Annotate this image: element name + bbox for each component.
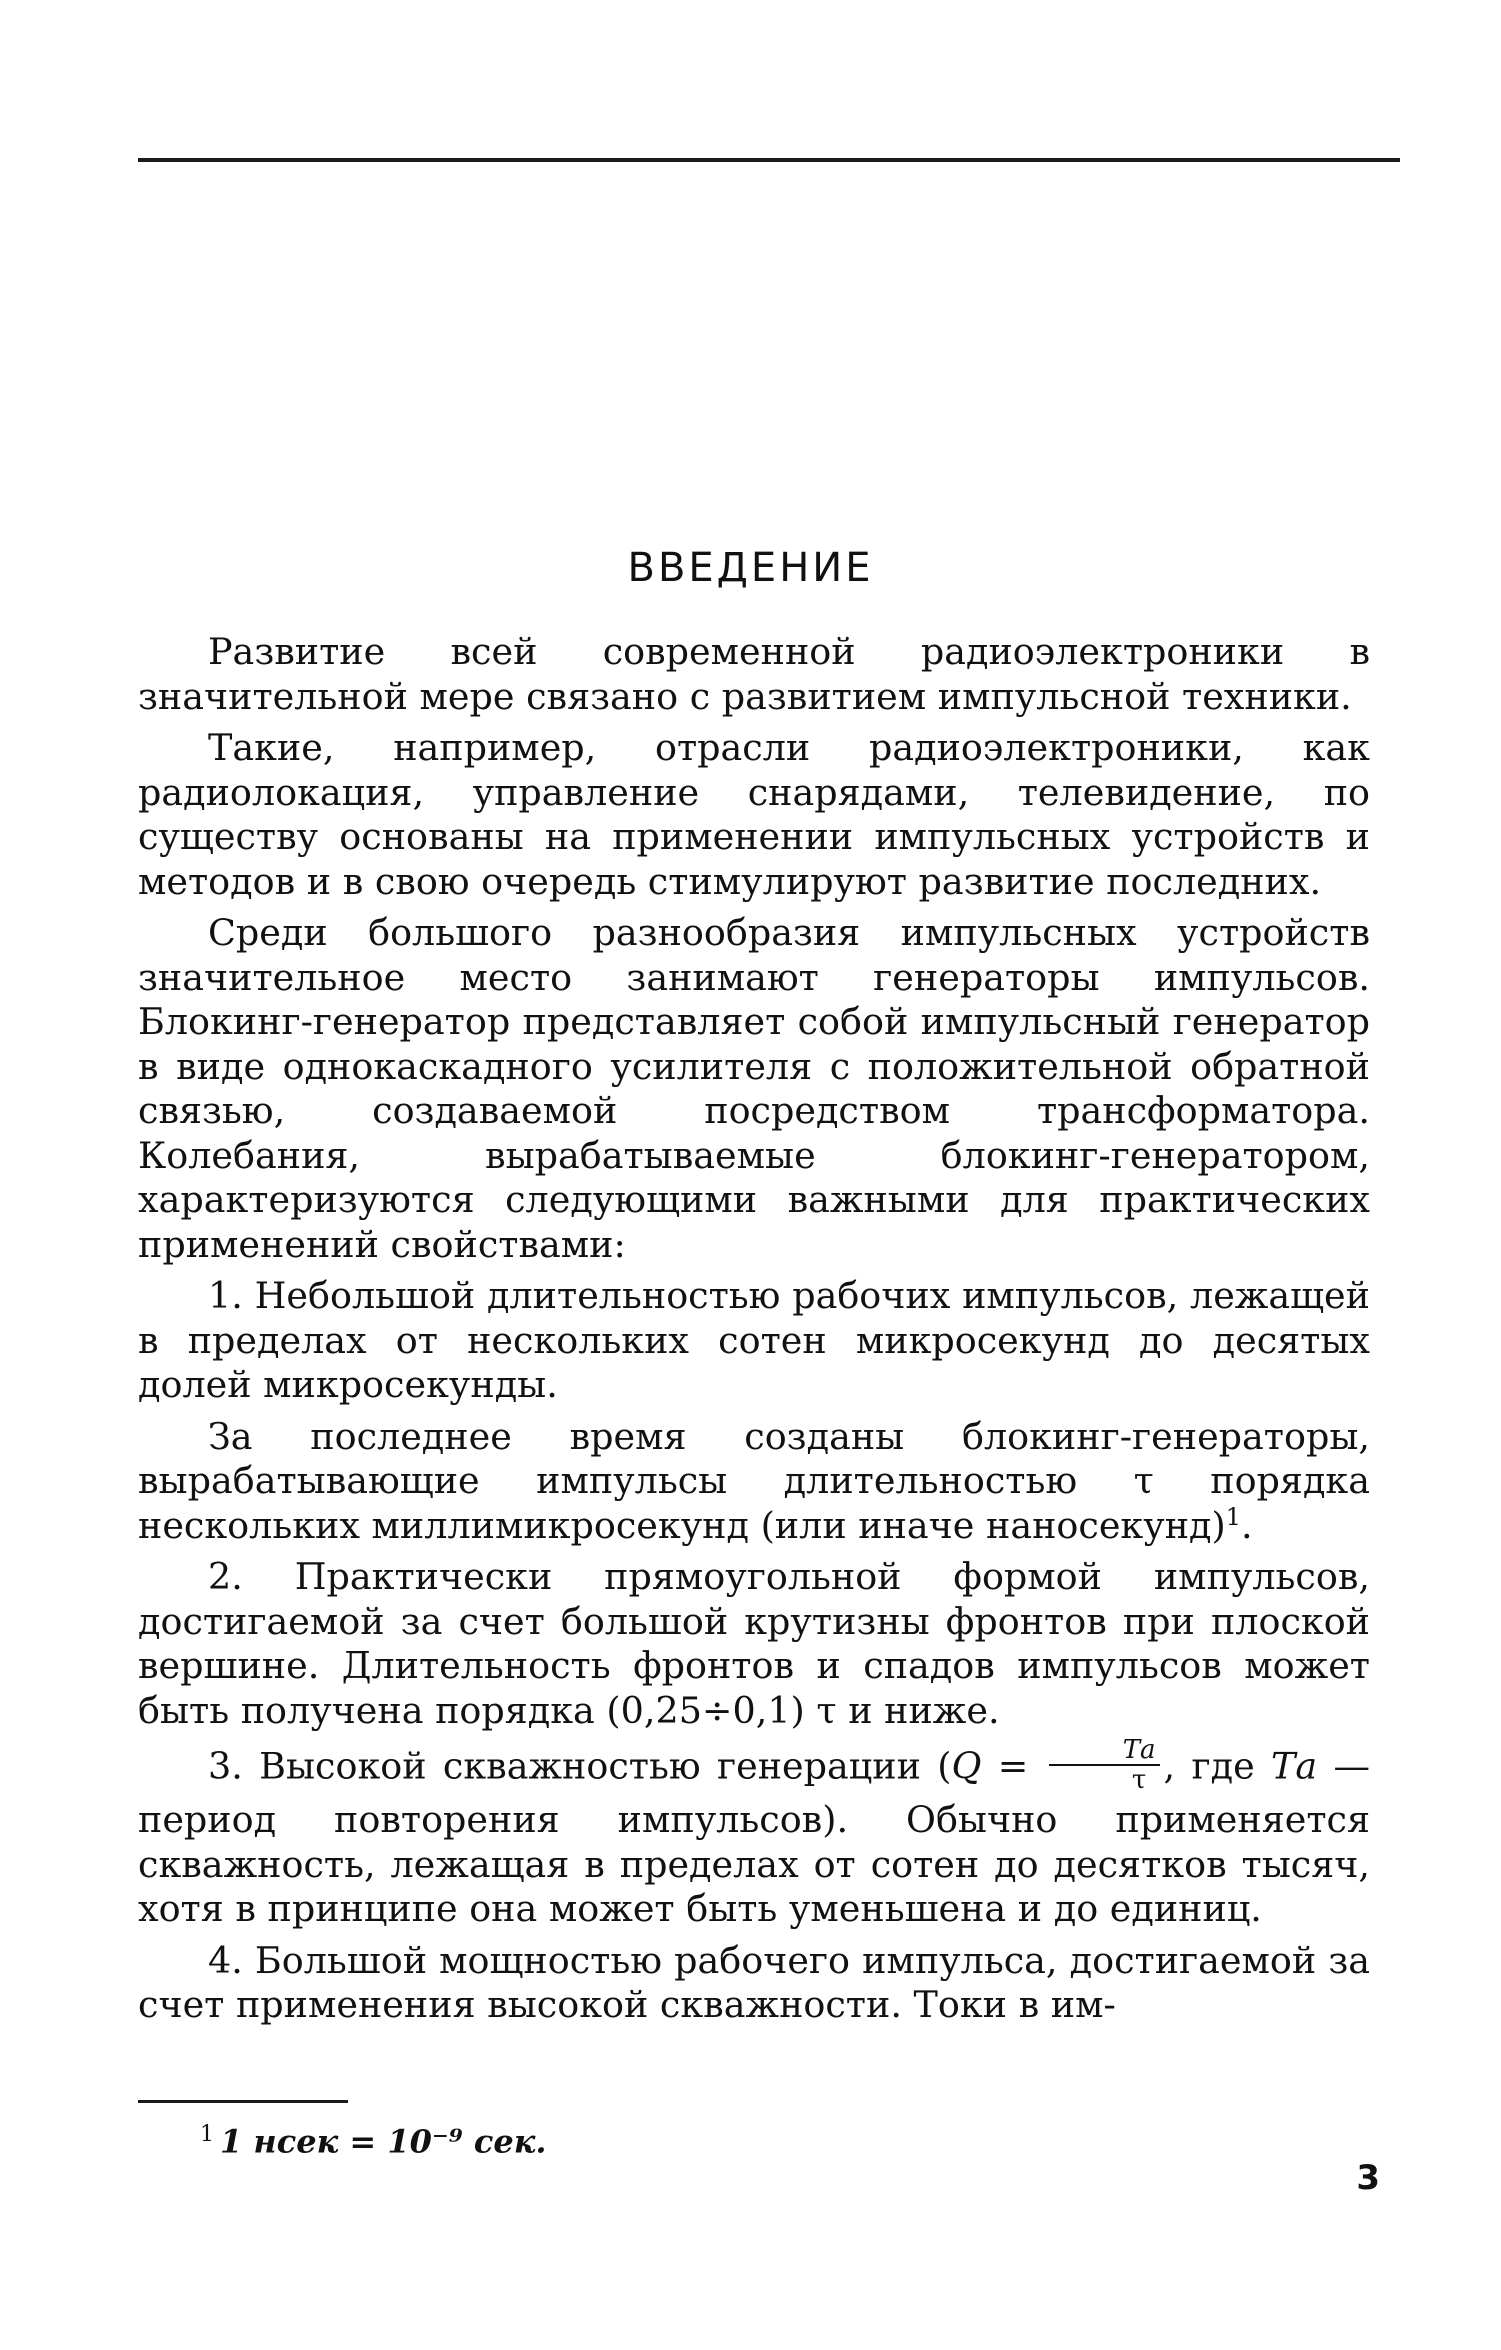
list-item-4: 4. Большой мощностью рабочего импульса, достигаемой за счет применения высокой скважности. Токи в им-: [138, 1938, 1370, 2026]
top-rule: [138, 158, 1400, 162]
list-item-3-start: 3. Высокой скважностью генерации (: [208, 1744, 952, 1788]
list-item-3: [138, 1735, 1370, 1932]
paragraph-nanoseconds-text: За последнее время созданы блокинг-генераторы, вырабатывающие импульсы длительностью τ порядка нескольких миллимикросекунд (или иначе наносекунд): [138, 1414, 1370, 1547]
fraction-denominator: τ: [1131, 1765, 1147, 1795]
footnote-text: 1 нсек = 10⁻⁹ сек.: [220, 2122, 547, 2161]
page-number: 3: [1356, 2158, 1380, 2198]
footnote-rule: [138, 2100, 348, 2103]
paragraph-nanoseconds: [138, 1415, 1370, 1549]
page-title: ВВЕДЕНИЕ: [627, 545, 874, 591]
footnote-marker: 1: [200, 2122, 214, 2147]
body-text: [138, 630, 1370, 2035]
formula-equals: =: [981, 1744, 1045, 1788]
paragraph-branches: Такие, например, отрасли радиоэлектроники, как радиолокация, управление снарядами, телевидение, по существу основаны на применении импульсных устройств и методов и в свою очередь стимулируют развитие последних.: [138, 726, 1370, 903]
paragraph-intro: Развитие всей современной радиоэлектроники в значительной мере связано с развитием импульсной техники.: [138, 630, 1370, 718]
formula-q: Q: [951, 1744, 982, 1788]
list-item-3-rest: — период повторения импульсов). Обычно применяется скважность, лежащая в пределах от сотен до десятков тысяч, хотя в принципе она может быть уменьшена и до единиц.: [138, 1744, 1370, 1930]
paragraph-nanoseconds-end: .: [1241, 1503, 1253, 1547]
fraction-numerator: Tа: [1049, 1736, 1160, 1766]
footnote-reference: 1: [1225, 1502, 1242, 1531]
list-item-1: 1. Небольшой длительностью рабочих импульсов, лежащей в пределах от нескольких сотен микросекунд до десятых долей микросекунды.: [138, 1274, 1370, 1406]
list-item-2: 2. Практически прямоугольной формой импульсов, достигаемой за счет большой крутизны фронтов при плоской вершине. Длительность фронтов и спадов импульсов может быть получена порядка (0,25÷0,1) τ и ниже.: [138, 1555, 1370, 1732]
formula-fraction: [1049, 1736, 1160, 1794]
paragraph-blocking-generator: Среди большого разнообразия импульсных устройств значительное место занимают генераторы импульсов. Блокинг-генератор представляет собой импульсный генератор в виде однокаскадного усилителя с положительной обратной связью, создаваемой посредством трансформатора. Колебания, вырабатываемые блокинг-генератором, характеризуются следующими важными для практических применений свойствами:: [138, 911, 1370, 1266]
formula-ta: Tа: [1271, 1744, 1318, 1788]
list-item-3-mid: , где: [1163, 1744, 1272, 1788]
footnote: [200, 2112, 547, 2165]
